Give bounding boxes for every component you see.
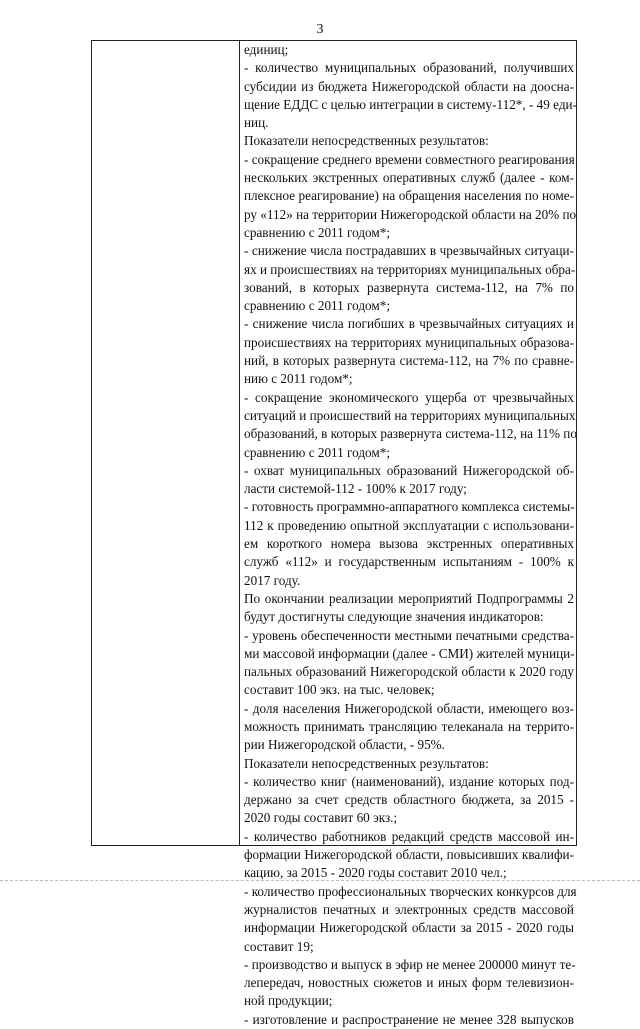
text-line: ем короткого номера вызова экстренных оперативных: [244, 536, 574, 552]
text-line: 2020 годы составит 60 экз.;: [244, 810, 398, 826]
page-number: 3: [316, 22, 324, 37]
text-line: формации Нижегородской области, повысивших квалифи-: [244, 847, 574, 863]
text-line: субсидии из бюджета Нижегородской области на доосна-: [244, 78, 574, 94]
text-line: Показатели непосредственных результатов:: [244, 133, 489, 149]
text-line: держано за счет средств областного бюджета, за 2015 -: [244, 792, 574, 808]
text-line: кацию, за 2015 - 2020 годы составит 2010 чел.;: [244, 865, 507, 881]
text-line: - количество работников редакций средств массовой ин-: [244, 828, 574, 844]
text-line: нию с 2011 годом*;: [244, 371, 353, 387]
text-line: пальных образований Нижегородской области к 2020 году: [244, 664, 574, 680]
text-line: лепередач, новостных сюжетов и иных форм телевизион-: [244, 975, 574, 991]
text-line: ру «112» на территории Нижегородской области на 20% по: [244, 206, 577, 222]
table-left-cell: [92, 41, 240, 845]
text-line: происшествиях на территориях муниципальных образова-: [244, 334, 574, 350]
text-line: ласти системой-112 - 100% к 2017 году;: [244, 481, 467, 497]
text-line: - уровень обеспеченности местными печатными средства-: [244, 627, 574, 643]
text-line: - доля населения Нижегородской области, имеющего воз-: [244, 700, 574, 716]
text-line: составит 100 экз. на тыс. человек;: [244, 682, 435, 698]
text-line: - готовность программно-аппаратного комплекса системы-: [244, 499, 575, 515]
text-line: Показатели непосредственных результатов:: [244, 755, 489, 771]
text-line: - производство и выпуск в эфир не менее 200000 минут те-: [244, 956, 576, 972]
text-line: щение ЕДДС с целью интеграции в систему-112*, - 49 еди-: [244, 96, 577, 112]
text-line: плексное реагирование) на обращения населения по номе-: [244, 188, 574, 204]
text-line: 2017 году.: [244, 572, 301, 588]
text-line: - охват муниципальных образований Нижегородской об-: [244, 462, 574, 478]
text-line: образований, в которых развернута система-112, на 11% по: [244, 426, 577, 442]
text-line: можность принимать трансляцию телеканала на террито-: [244, 718, 574, 734]
text-line: ситуаций и происшествий на территориях муниципальных: [244, 407, 576, 423]
table-right-cell: [240, 41, 577, 1027]
text-line: сравнению с 2011 годом*;: [244, 444, 390, 460]
text-line: ях и происшествиях на территориях муниципальных обра-: [244, 261, 576, 277]
text-line: ниц.: [244, 115, 269, 131]
text-line: составит 19;: [244, 938, 314, 954]
text-line: нескольких экстренных оперативных служб (далее - ком-: [244, 170, 574, 186]
text-line: - сокращение среднего времени совместного реагирования: [244, 151, 575, 167]
text-line: единиц;: [244, 42, 289, 57]
text-line: По окончании реализации мероприятий Подпрограммы 2: [244, 590, 574, 606]
text-line: - количество книг (наименований), издание которых под-: [244, 773, 574, 789]
text-line: - количество муниципальных образований, получивших: [244, 60, 574, 76]
text-line: - количество профессиональных творческих конкурсов для: [244, 883, 577, 899]
text-line: сравнению с 2011 годом*;: [244, 224, 390, 240]
text-line: журналистов печатных и электронных средств массовой: [244, 901, 574, 917]
text-line: будут достигнуты следующие значения индикаторов:: [244, 609, 544, 625]
text-line: ми массовой информации (далее - СМИ) жителей муници-: [244, 645, 575, 661]
text-line: информации Нижегородской области за 2015 - 2020 годы: [244, 920, 574, 936]
text-line: ной продукции;: [244, 993, 333, 1009]
text-line: ний, в которых развернута система-112, на 7% по сравне-: [244, 353, 574, 369]
text-line: - сокращение экономического ущерба от чрезвычайных: [244, 389, 574, 405]
document-table: [91, 40, 577, 1027]
text-line: зований, в которых развернута система-112, на 7% по: [244, 279, 574, 295]
text-line: рии Нижегородской области, - 95%.: [244, 737, 445, 753]
text-line: - изготовление и распространение не менее 328 выпусков: [244, 1011, 574, 1027]
text-line: 112 к проведению опытной эксплуатации с использовани-: [244, 517, 574, 533]
text-line: сравнению с 2011 годом*;: [244, 298, 390, 314]
text-line: - снижение числа пострадавших в чрезвычайных ситуаци-: [244, 243, 574, 259]
text-line: - снижение числа погибших в чрезвычайных ситуациях и: [244, 316, 574, 332]
text-line: служб «112» и государственным испытаниям - 100% к: [244, 554, 574, 570]
footer-divider: [0, 880, 640, 881]
